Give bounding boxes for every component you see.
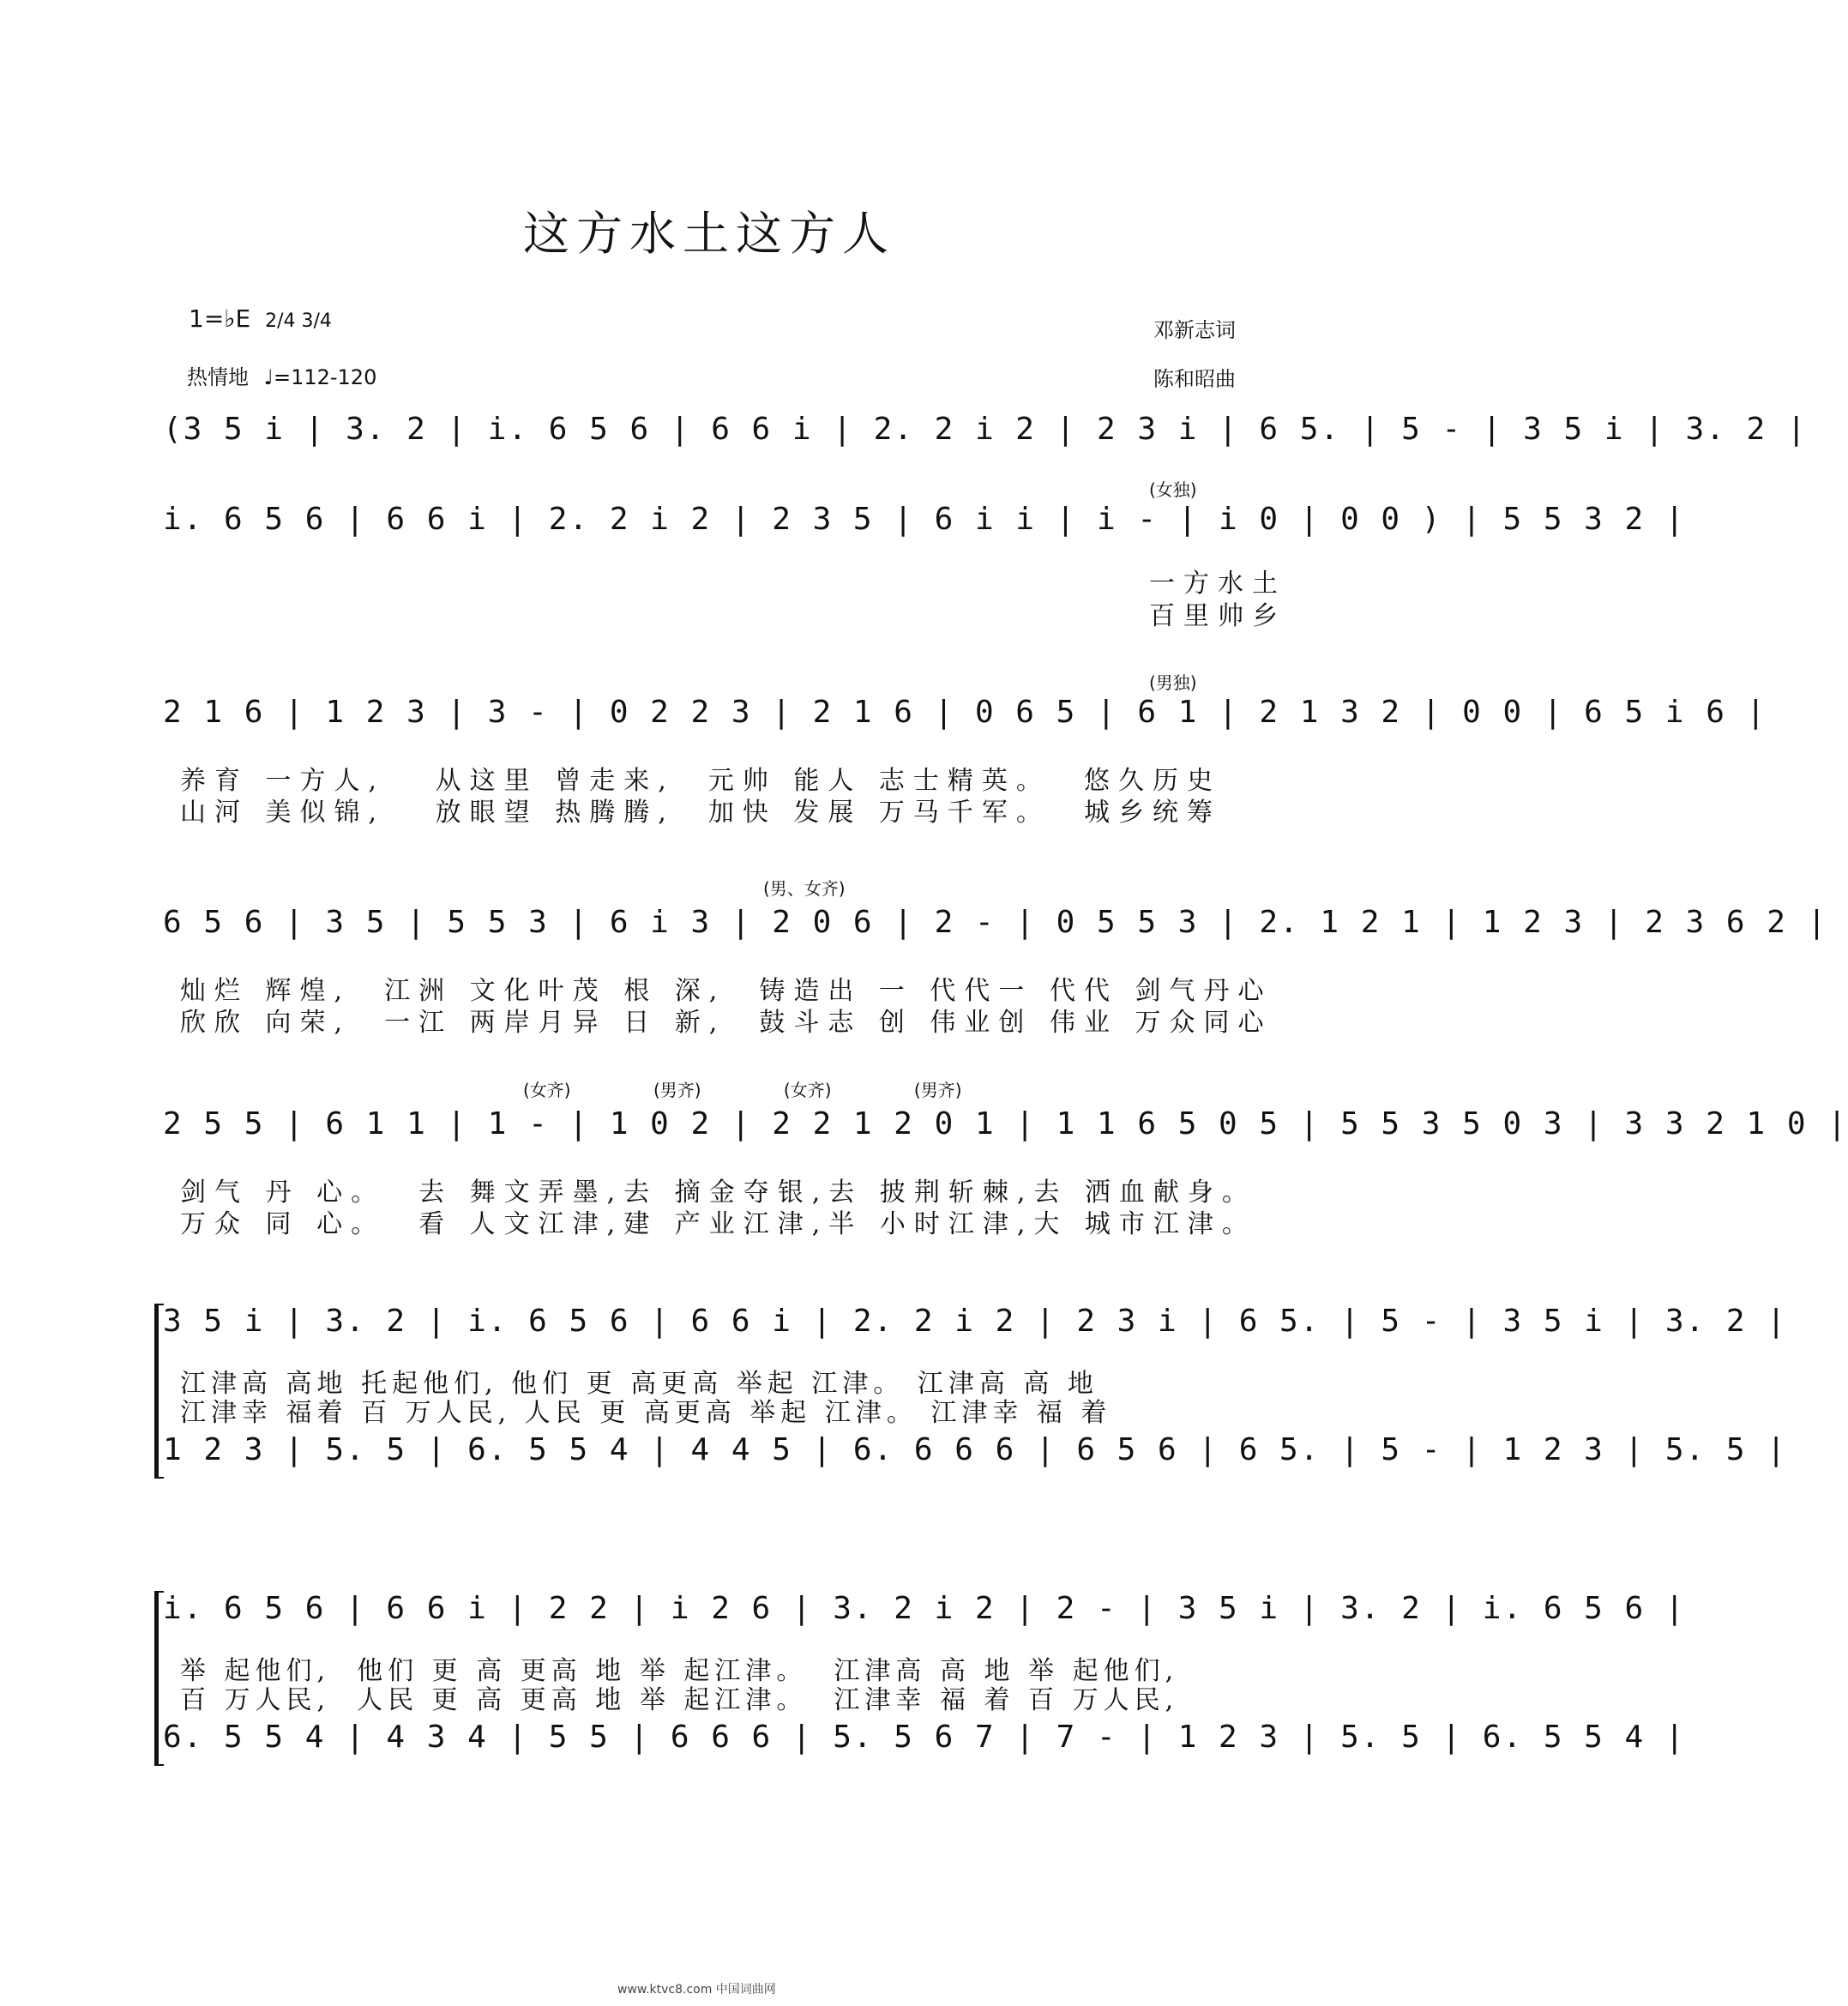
lyric-line-2: 江津幸 福着 百 万人民, 人民 更 高更高 举起 江津。 江津幸 福 着 — [180, 1398, 1112, 1428]
lyric-line-1: 举 起他们, 他们 更 高 更高 地 举 起江津。 江津高 高 地 举 起他们, — [180, 1656, 1179, 1686]
tempo — [187, 360, 376, 390]
notes-line-lower — [163, 1720, 1686, 1771]
notes-text: 2 1 6 | 1 2 3 | 3 - | 0 2 2 3 | 2 1 6 | 0 6 5 | 6 1 | 2 1 3 2 | 0 0 | 6 5 i 6 | — [163, 695, 1767, 730]
notes-line — [163, 905, 1828, 956]
page-title: 这方水土这方人 — [523, 207, 895, 261]
notes-text: 1 2 3 | 5. 5 | 6. 5 5 4 | 4 4 5 | 6. 6 6 6 | 6 5 6 | 6 5. | 5 - | 1 2 3 | 5. 5 | — [163, 1432, 1787, 1467]
key-signature — [189, 304, 332, 333]
notes-text: (3 5 i | 3. 2 | i. 6 5 6 | 6 6 i | 2. 2 i 2 | 2 3 i | 6 5. | 5 - | 3 5 i | 3. 2 | — [163, 412, 1808, 447]
lyric-line-1: 灿烂 辉煌, 江洲 文化叶茂 根 深, 铸造出 一 代代一 代代 剑气丹心 — [180, 976, 1273, 1006]
notes-text: 6 5 6 | 3 5 | 5 5 3 | 6 i 3 | 2 0 6 | 2 - | 0 5 5 3 | 2. 1 2 1 | 1 2 3 | 2 3 6 2 | — [163, 905, 1828, 940]
lyric-line-2: 百里帅乡 — [1149, 601, 1286, 631]
lyric-line-1: 养育 一方人, 从这里 曾走来, 元帅 能人 志士精英。 悠久历史 — [180, 766, 1221, 796]
notes-text: 3 5 i | 3. 2 | i. 6 5 6 | 6 6 i | 2. 2 i 2 | 2 3 i | 6 5. | 5 - | 3 5 i | 3. 2 | — [163, 1304, 1787, 1339]
time-signature: 2/4 3/4 — [265, 310, 332, 332]
part-label: (女独) — [1149, 479, 1197, 500]
notes-text: 6. 5 5 4 | 4 3 4 | 5 5 | 6 6 6 | 5. 5 6 7 | 7 - | 1 2 3 | 5. 5 | 6. 5 5 4 | — [163, 1720, 1686, 1755]
notes-text: i. 6 5 6 | 6 6 i | 2. 2 i 2 | 2 3 5 | 6 i i | i - | i 0 | 0 0 ) | 5 5 3 2 | — [163, 502, 1686, 537]
lyric-line-2: 万众 同 心。 看 人文江津,建 产业江津,半 小时江津,大 城市江津。 — [180, 1209, 1256, 1239]
composer: 陈和昭曲 — [1153, 367, 1236, 391]
key-label: 1=♭E — [189, 304, 251, 333]
tempo-label: 热情地 — [187, 365, 249, 389]
lyric-line-2: 百 万人民, 人民 更 高 更高 地 举 起江津。 江津幸 福 着 百 万人民, — [180, 1685, 1179, 1715]
notes-line — [163, 1591, 1686, 1642]
tempo-value: ♩=112-120 — [263, 365, 377, 389]
notes-line-lower — [163, 1432, 1787, 1484]
part-label: (女齐) (男齐) (女齐) (男齐) — [523, 1080, 962, 1100]
lyric-line-1: 一方水土 — [1149, 569, 1286, 599]
notes-text: 2 5 5 | 6 1 1 | 1 - | 1 0 2 | 2 2 1 2 0 1 | 1 1 6 5 0 5 | 5 5 3 5 0 3 | 3 3 2 1 0 | — [163, 1106, 1848, 1142]
part-label: (男独) — [1149, 672, 1197, 693]
notes-line — [163, 412, 1808, 463]
notes-line — [163, 502, 1686, 553]
notes-line — [163, 1304, 1787, 1355]
lyric-line-1: 剑气 丹 心。 去 舞文弄墨,去 摘金夺银,去 披荆斩棘,去 洒血献身。 — [180, 1178, 1256, 1208]
notes-line — [163, 1106, 1848, 1158]
notes-text: i. 6 5 6 | 6 6 i | 2 2 | i 2 6 | 3. 2 i 2 | 2 - | 3 5 i | 3. 2 | i. 6 5 6 | — [163, 1591, 1686, 1626]
lyricist: 邓新志词 — [1153, 318, 1236, 342]
lyric-line-1: 江津高 高地 托起他们, 他们 更 高更高 举起 江津。 江津高 高 地 — [180, 1369, 1099, 1399]
lyric-line-2: 山河 美似锦, 放眼望 热腾腾, 加快 发展 万马千军。 城乡统筹 — [180, 798, 1221, 828]
part-label: (男、女齐) — [763, 878, 846, 899]
lyric-line-2: 欣欣 向荣, 一江 两岸月异 日 新, 鼓斗志 创 伟业创 伟业 万众同心 — [180, 1008, 1273, 1038]
footer-watermark: www.ktvc8.com 中国词曲网 — [617, 1983, 776, 1997]
notes-line — [163, 695, 1767, 746]
